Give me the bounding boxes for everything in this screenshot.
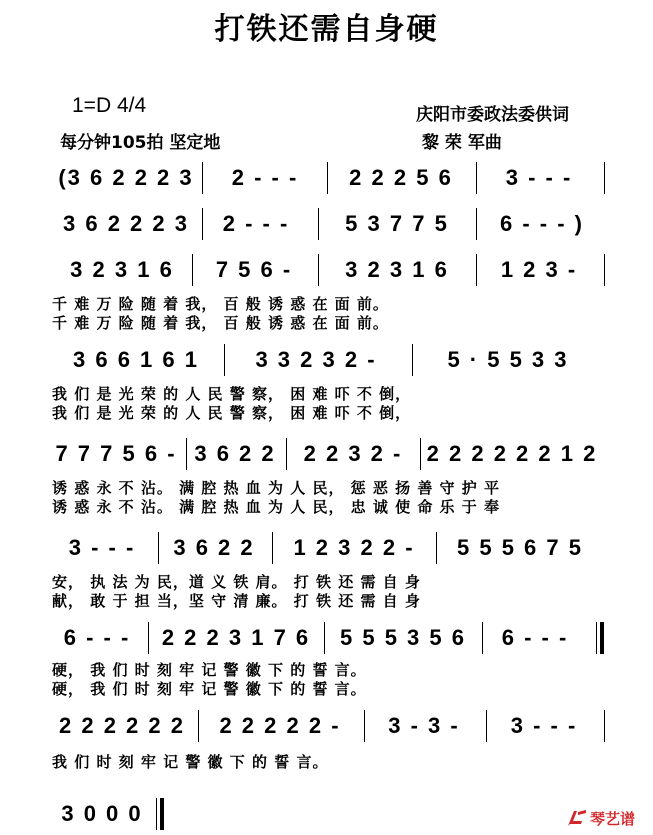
bar-line xyxy=(476,254,477,286)
lyric-line-2: 献， 敢 于 担 当，坚 守 清 廉。 打 铁 还 需 自 身 xyxy=(52,592,421,610)
bar-line xyxy=(604,710,605,742)
bar-line xyxy=(224,344,225,376)
measure: 3 6 2 2 2 3 xyxy=(63,211,189,236)
measure: 6 - - - xyxy=(63,625,131,650)
bar-line xyxy=(476,208,477,240)
measure: 5 3 7 7 5 xyxy=(345,211,449,236)
lyric-line-2: 千 难 万 险 随 着 我， 百 般 诱 惑 在 面 前。 xyxy=(52,314,389,332)
measure: 6 - - - xyxy=(501,625,569,650)
repeat-bar-line xyxy=(596,622,597,654)
measure: 1 2 3 2 2 - xyxy=(293,535,415,560)
measure: 6 - - - ) xyxy=(500,211,584,236)
bar-line xyxy=(158,532,159,564)
composer-credit: 黎 荣 军曲 xyxy=(422,133,502,153)
measure: 3 - - - xyxy=(68,535,136,560)
lyric-line-1: 硬， 我 们 时 刻 牢 记 警 徽 下 的 誓 言。 xyxy=(52,661,367,679)
measure: 3 - - - xyxy=(505,165,573,190)
measure: 3 6 6 1 6 1 xyxy=(73,347,199,372)
score-system xyxy=(0,436,653,472)
measure: 3 - 3 - xyxy=(388,713,460,738)
measure: 7 7 7 5 6 - xyxy=(55,441,177,466)
bar-line xyxy=(476,162,477,194)
score-system xyxy=(0,206,653,242)
end-bar-line xyxy=(160,798,164,830)
measure: 5 · 5 5 3 3 xyxy=(447,347,569,372)
measure: 2 2 2 2 2 - xyxy=(219,713,341,738)
lyric-line-1: 安， 执 法 为 民，道 义 铁 肩。 打 铁 还 需 自 身 xyxy=(52,573,421,591)
measure: 3 6 2 2 xyxy=(194,441,276,466)
bar-line xyxy=(186,438,187,470)
tempo-marking: 每分钟105拍 坚定地 xyxy=(60,133,221,153)
measure: 5 5 5 3 5 6 xyxy=(340,625,466,650)
score-system xyxy=(0,160,653,196)
measure: 2 2 2 3 1 7 6 xyxy=(161,625,311,650)
watermark-text: 琴艺谱 xyxy=(590,809,636,828)
measure: 2 2 2 2 2 2 xyxy=(59,713,185,738)
bar-line xyxy=(192,254,193,286)
bar-line xyxy=(202,162,203,194)
lyric-line-1: 我 们 是 光 荣 的 人 民 警 察， 困 难 吓 不 倒， xyxy=(52,385,412,403)
measure: (3 6 2 2 2 3 xyxy=(58,165,194,190)
measure: 2 - - - xyxy=(231,165,299,190)
lyricist-credit: 庆阳市委政法委供词 xyxy=(416,105,569,125)
measure: 3 0 0 0 xyxy=(61,801,143,826)
measure: 5 5 5 6 7 5 xyxy=(457,535,583,560)
bar-line xyxy=(148,622,149,654)
measure: 3 2 3 1 6 xyxy=(345,257,449,282)
measure: 3 3 2 3 2 - xyxy=(255,347,377,372)
bar-line xyxy=(327,162,328,194)
score-system xyxy=(0,530,653,566)
score-system xyxy=(0,342,653,378)
bar-line xyxy=(318,254,319,286)
score-system xyxy=(0,708,653,744)
music-note-icon xyxy=(566,808,588,828)
lyric-line-2: 我 们 是 光 荣 的 人 民 警 察， 困 难 吓 不 倒， xyxy=(52,404,412,422)
measure: 1 2 3 - xyxy=(500,257,578,282)
lyric-line-2: 诱 惑 永 不 沾。 满 腔 热 血 为 人 民， 忠 诚 使 命 乐 于 奉 xyxy=(52,498,501,516)
measure: 3 6 2 2 xyxy=(173,535,255,560)
bar-line xyxy=(324,622,325,654)
score-system xyxy=(0,252,653,288)
lyric-line-1: 我 们 时 刻 牢 记 警 徽 下 的 誓 言。 xyxy=(52,753,329,771)
bar-line xyxy=(286,438,287,470)
lyric-line-1: 千 难 万 险 随 着 我， 百 般 诱 惑 在 面 前。 xyxy=(52,295,389,313)
measure: 2 2 2 5 6 xyxy=(349,165,453,190)
bar-line xyxy=(412,344,413,376)
key-signature: 1=D 4/4 xyxy=(72,94,147,117)
bar-line xyxy=(202,208,203,240)
measure: 7 5 6 - xyxy=(215,257,293,282)
bar-line xyxy=(364,710,365,742)
score-system xyxy=(0,620,653,656)
measure: 2 2 2 2 2 2 1 2 xyxy=(426,441,598,466)
lyric-line-1: 诱 惑 永 不 沾。 满 腔 热 血 为 人 民， 惩 恶 扬 善 守 护 平 xyxy=(52,479,501,497)
lyric-line-2: 硬， 我 们 时 刻 牢 记 警 徽 下 的 誓 言。 xyxy=(52,680,367,698)
bar-line xyxy=(604,162,605,194)
bar-line xyxy=(436,532,437,564)
bar-line xyxy=(198,710,199,742)
measure: 2 2 3 2 - xyxy=(303,441,403,466)
song-title: 打铁还需自身硬 xyxy=(214,12,439,47)
bar-line xyxy=(486,710,487,742)
measure: 2 - - - xyxy=(222,211,290,236)
bar-line xyxy=(272,532,273,564)
bar-line xyxy=(156,798,157,830)
end-bar-line xyxy=(600,622,604,654)
watermark-logo xyxy=(566,807,635,829)
bar-line xyxy=(482,622,483,654)
bar-line xyxy=(318,208,319,240)
score-system xyxy=(0,796,653,832)
measure: 3 2 3 1 6 xyxy=(70,257,174,282)
bar-line xyxy=(420,438,421,470)
measure: 3 - - - xyxy=(510,713,578,738)
bar-line xyxy=(604,254,605,286)
